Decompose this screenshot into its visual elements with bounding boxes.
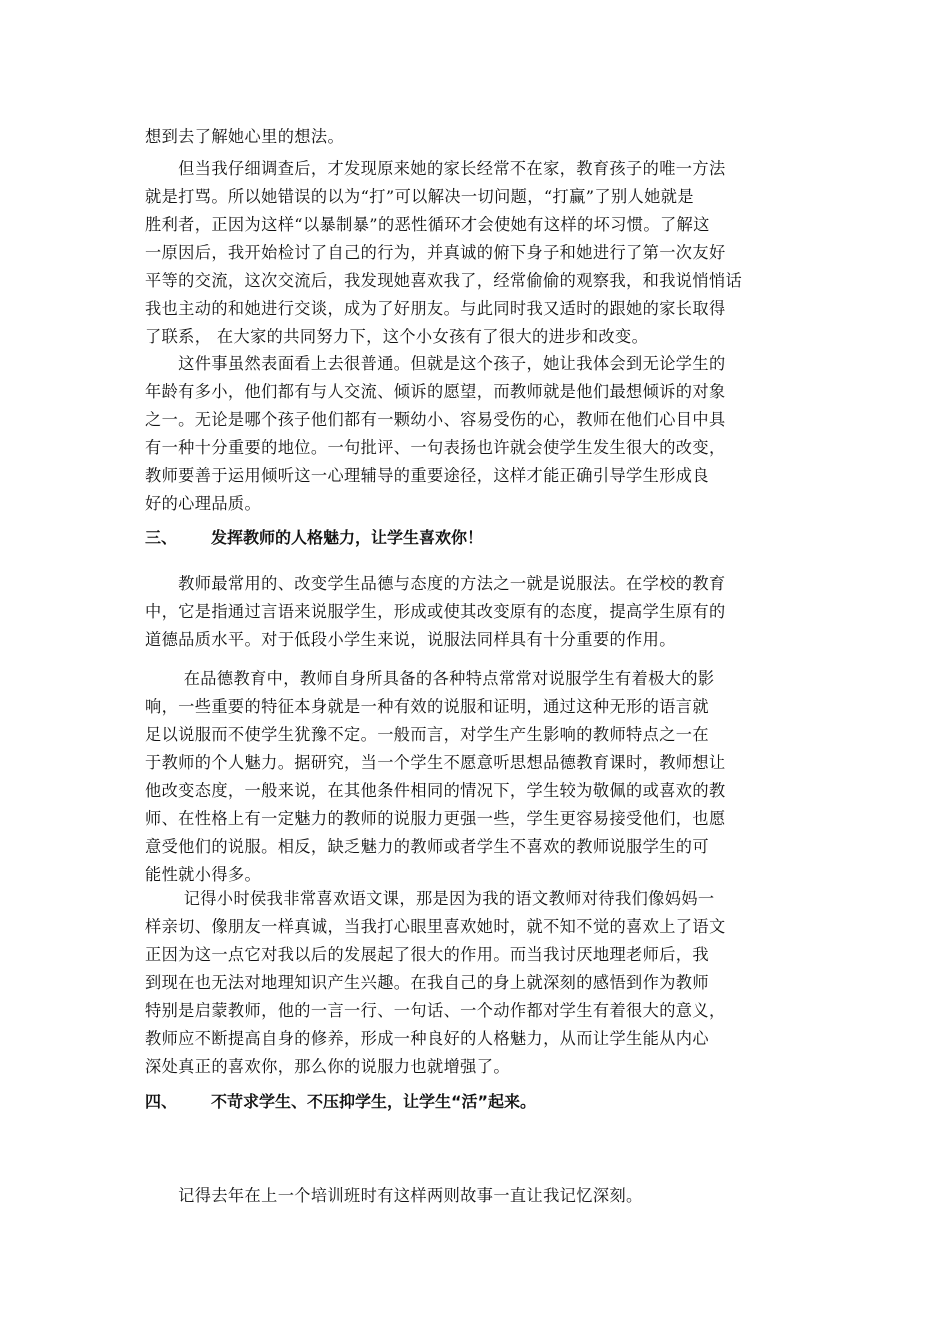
text-line: 记得小时侯我非常喜欢语文课，那是因为我的语文教师对待我们像妈妈一 [145, 889, 715, 908]
section-heading-4 [145, 1088, 536, 1116]
paragraph-6 [145, 885, 807, 1081]
text-line: 记得去年在上一个培训班时有这样两则故事一直让我记忆深刻。 [145, 1186, 643, 1205]
text-line: 就是打骂。所以她错误的以为“打”可以解决一切问题，“打赢”了别人她就是 [145, 187, 694, 206]
text-line: 在品德教育中，教师自身所具备的各种特点常常对说服学生有着极大的影 [145, 669, 715, 688]
text-line: 深处真正的喜欢你，那么你的说服力也就增强了。 [145, 1057, 510, 1076]
text-line: 于教师的个人魅力。据研究，当一个学生不愿意听思想品德教育课时，教师想让 [145, 753, 726, 772]
text-line: 想到去了解她心里的想法。 [145, 127, 345, 146]
section-number: 四、 [145, 1092, 178, 1111]
text-line: 到现在也无法对地理知识产生兴趣。在我自己的身上就深刻的感悟到作为教师 [145, 973, 709, 992]
text-line: 年龄有多小，他们都有与人交流、倾诉的愿望，而教师就是他们最想倾诉的对象 [145, 382, 726, 401]
text-line: 平等的交流，这次交流后，我发现她喜欢我了，经常偷偷的观察我，和我说悄悄话 [145, 271, 743, 290]
text-line: 意受他们的说服。相反，缺乏魅力的教师或者学生不喜欢的教师说服学生的可 [145, 837, 709, 856]
paragraph-5 [145, 665, 807, 889]
text-line: 正因为这一点它对我以后的发展起了很大的作用。而当我讨厌地理老师后，我 [145, 945, 709, 964]
text-line: 了联系， 在大家的共同努力下，这个小女孩有了很大的进步和改变。 [145, 327, 649, 346]
section-title: 不苛求学生、不压抑学生，让学生“活”起来。 [211, 1092, 537, 1111]
paragraph-4 [145, 570, 807, 654]
text-line: 道德品质水平。对于低段小学生来说，说服法同样具有十分重要的作用。 [145, 630, 676, 649]
text-line: 之一。无论是哪个孩子他们都有一颗幼小、容易受伤的心，教师在他们心目中具 [145, 410, 726, 429]
text-line: 他改变态度，一般来说，在其他条件相同的情况下，学生较为敬佩的或喜欢的教 [145, 781, 726, 800]
text-line: 有一种十分重要的地位。一句批评、一句表扬也许就会使学生发生很大的改变， [145, 438, 726, 457]
text-line: 一原因后，我开始检讨了自己的行为，并真诚的俯下身子和她进行了第一次友好 [145, 243, 726, 262]
text-line: 响，一些重要的特征本身就是一种有效的说服和证明，通过这种无形的语言就 [145, 697, 709, 716]
text-line: 中，它是指通过言语来说服学生，形成或使其改变原有的态度，提高学生原有的 [145, 602, 726, 621]
text-line: 师、在性格上有一定魅力的教师的说服力更强一些，学生更容易接受他们，也愿 [145, 809, 726, 828]
text-line: 教师应不断提高自身的修养，形成一种良好的人格魅力，从而让学生能从内心 [145, 1029, 709, 1048]
text-line: 足以说服而不使学生犹豫不定。一般而言，对学生产生影响的教师特点之一在 [145, 725, 709, 744]
text-line: 这件事虽然表面看上去很普通。但就是这个孩子，她让我体会到无论学生的 [145, 354, 726, 373]
text-line: 教师要善于运用倾听这一心理辅导的重要途径，这样才能正确引导学生形成良 [145, 466, 709, 485]
paragraph-7 [145, 1182, 807, 1210]
paragraph-3 [145, 350, 807, 518]
text-line: 样亲切、像朋友一样真诚，当我打心眼里喜欢她时，就不知不觉的喜欢上了语文 [145, 917, 726, 936]
section-title: 发挥教师的人格魅力，让学生喜欢你！ [211, 528, 484, 547]
paragraph-1 [145, 123, 807, 151]
text-line: 特别是启蒙教师，他的一言一行、一句话、一个动作都对学生有着很大的意义， [145, 1001, 726, 1020]
text-line: 好的心理品质。 [145, 494, 262, 513]
section-number: 三、 [145, 528, 178, 547]
text-line: 胜利者，正因为这样“以暴制暴”的恶性循环才会使她有这样的坏习惯。了解这 [145, 215, 710, 234]
text-line: 能性就小得多。 [145, 865, 262, 884]
paragraph-2 [145, 155, 807, 351]
section-heading-3 [145, 524, 483, 552]
text-line: 教师最常用的、改变学生品德与态度的方法之一就是说服法。在学校的教育 [145, 574, 726, 593]
text-line: 我也主动的和她进行交谈，成为了好朋友。与此同时我又适时的跟她的家长取得 [145, 299, 726, 318]
text-line: 但当我仔细调查后，才发现原来她的家长经常不在家，教育孩子的唯一方法 [145, 159, 726, 178]
